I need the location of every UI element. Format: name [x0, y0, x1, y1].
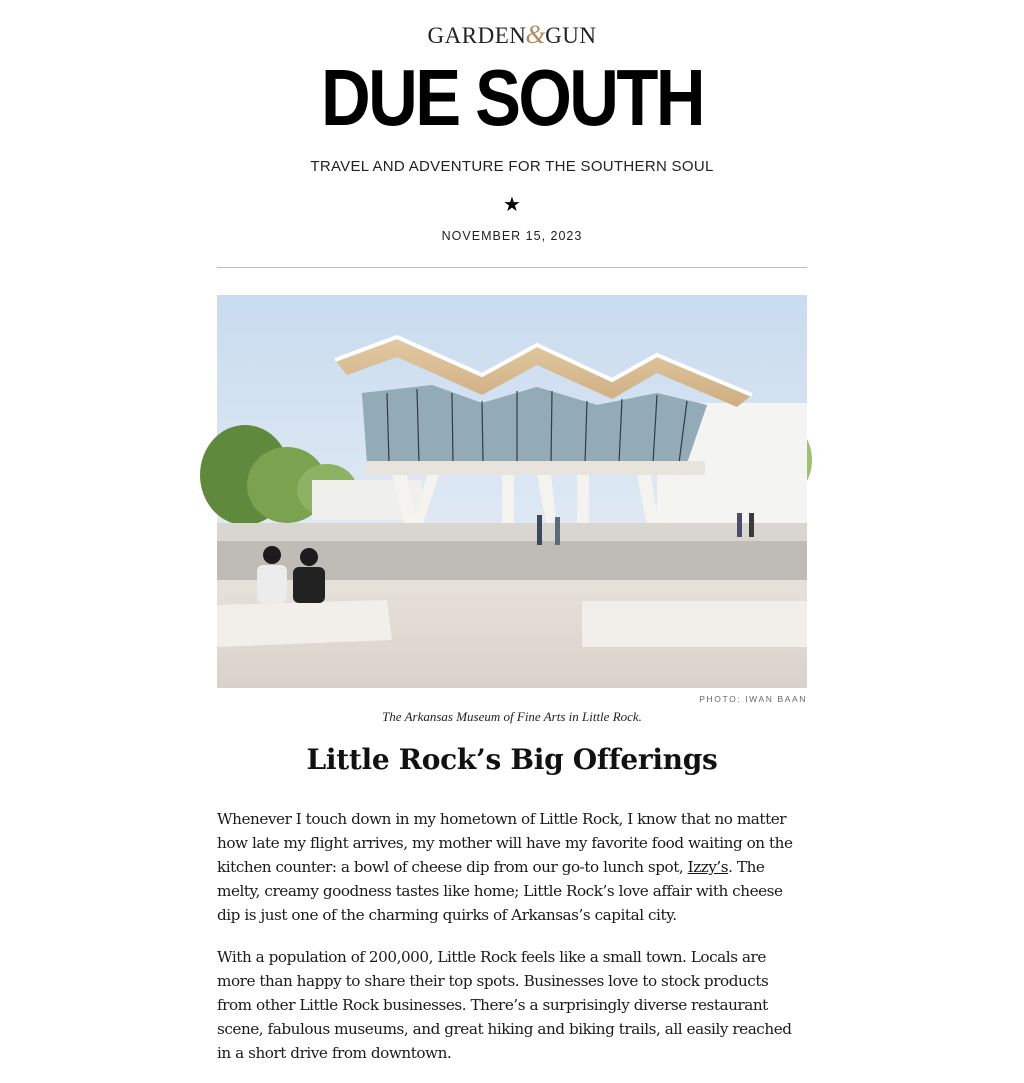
paragraph-text: . The melty, creamy goodness tastes like home; Little Rock’s love affair with cheese dip is just one of the charming quirks of Arkansas’s capital city. [217, 858, 783, 924]
article-paragraph-2: With a population of 200,000, Little Rock feels like a small town. Locals are more than happy to share their top spots. Businesses love to stock products from other Little Rock businesses. There’s a surprisingly diverse restaurant scene, fabulous museums, and great hiking and biking trails, all easily reached in a short drive from downtown. [217, 948, 792, 1062]
issue-date: NOVEMBER 15, 2023 [441, 229, 583, 243]
article-headline: Little Rock’s Big Offerings [306, 743, 718, 776]
brand-logo-left: GARDEN [427, 23, 527, 48]
brand-logo-right: GUN [545, 23, 597, 48]
article-body [217, 807, 807, 1083]
photo-caption: The Arkansas Museum of Fine Arts in Little Rock. [382, 709, 642, 724]
brand-logo[interactable] [0, 20, 1024, 50]
paragraph-text: Whenever I touch down in my hometown of Little Rock, I know that no matter how late my flight arrives, my mother will have my favorite food waiting on the kitchen counter: a bowl of cheese dip from our go-to lunch spot, [217, 810, 793, 876]
brand-logo-ampersand: & [525, 20, 547, 49]
newsletter-tagline: TRAVEL AND ADVENTURE FOR THE SOUTHERN SOUL [310, 158, 714, 175]
article-paragraph-1 [217, 807, 807, 927]
star-icon: ★ [503, 192, 521, 216]
newsletter-masthead: DUE SOUTH [321, 53, 703, 142]
photo-credit: PHOTO: IWAN BAAN [699, 694, 807, 704]
hero-image[interactable] [217, 295, 807, 688]
izzys-link[interactable]: Izzy’s [687, 858, 729, 876]
header-divider [217, 267, 807, 268]
